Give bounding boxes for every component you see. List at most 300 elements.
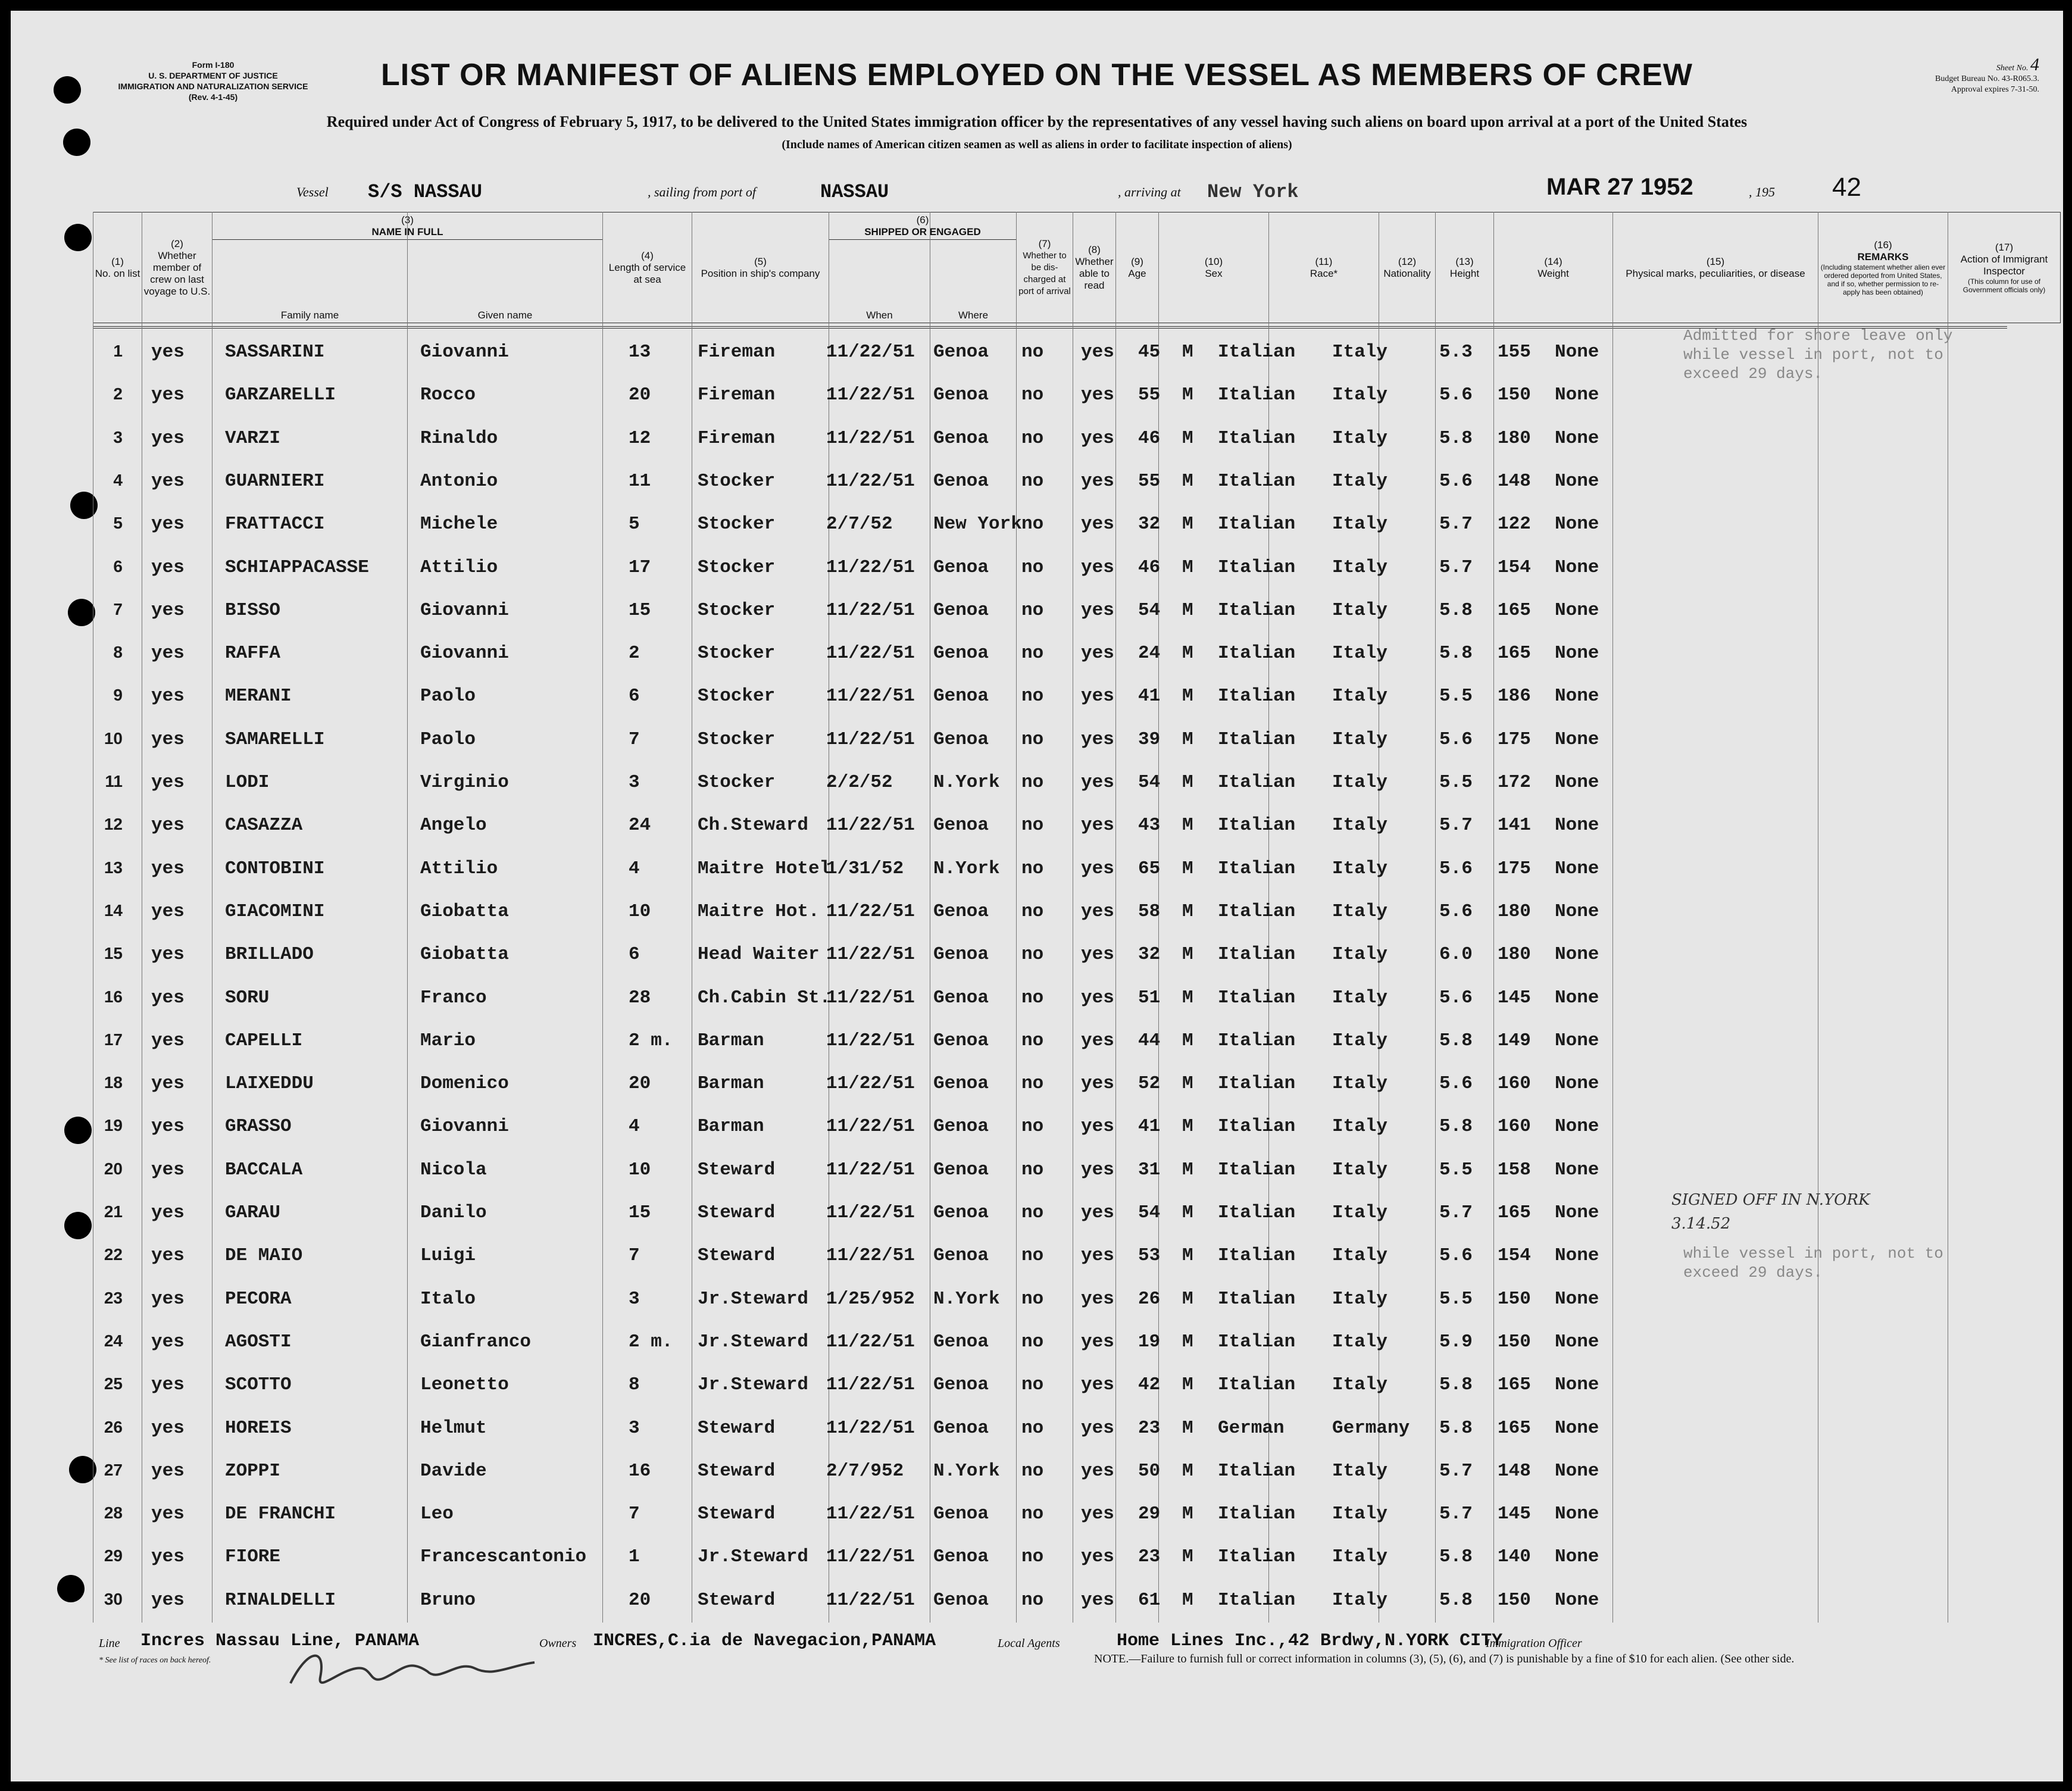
cell-shipped-where: Genoa xyxy=(933,1245,989,1267)
cell-physical-marks: None xyxy=(1555,729,1599,750)
cell-family-name: BRILLADO xyxy=(225,944,314,965)
cell-service-length: 2 m. xyxy=(629,1030,673,1051)
cell-height: 5.5 xyxy=(1439,1288,1473,1309)
cell-shipped-when: 11/22/51 xyxy=(826,342,915,362)
cell-family-name: DE MAIO xyxy=(225,1245,303,1267)
cell-crew-last-voyage: yes xyxy=(151,1589,185,1611)
crew-list xyxy=(93,331,2007,1623)
cell-nationality: Italy xyxy=(1332,1504,1388,1525)
table-row xyxy=(93,933,2007,976)
cell-height: 5.6 xyxy=(1439,987,1473,1008)
cell-age: 29 xyxy=(1138,1504,1161,1525)
col-header-action: (17) Action of Immigrant Inspector (This column for use of Government officials only) xyxy=(1948,212,2061,323)
cell-able-to-read: yes xyxy=(1081,1245,1114,1267)
cell-discharged: no xyxy=(1021,729,1044,750)
cell-shipped-where: Genoa xyxy=(933,1546,989,1568)
cell-physical-marks: None xyxy=(1555,772,1599,793)
cell-shipped-when: 11/22/51 xyxy=(826,1331,915,1352)
cell-able-to-read: yes xyxy=(1081,1589,1114,1611)
cell-height: 5.6 xyxy=(1439,858,1473,879)
agents-value: Home Lines Inc.,42 Brdwy,N.YORK CITY xyxy=(1117,1631,1503,1651)
cell-position: Stocker xyxy=(698,557,776,578)
cell-physical-marks: None xyxy=(1555,1504,1599,1525)
cell-discharged: no xyxy=(1021,1417,1044,1439)
cell-crew-last-voyage: yes xyxy=(151,772,185,793)
cell-row-number: 3 xyxy=(113,427,123,446)
line-label: Line xyxy=(99,1637,120,1650)
cell-position: Jr.Steward xyxy=(698,1546,809,1568)
cell-shipped-when: 1/31/52 xyxy=(826,858,904,879)
col-header-marks: (15) Physical marks, peculiarities, or disease xyxy=(1613,212,1818,323)
cell-discharged: no xyxy=(1021,815,1044,836)
cell-family-name: FIORE xyxy=(225,1546,281,1568)
cell-discharged: no xyxy=(1021,1331,1044,1352)
cell-race: Italian xyxy=(1218,1030,1296,1051)
cell-shipped-when: 2/7/952 xyxy=(826,1460,904,1481)
cell-shipped-when: 11/22/51 xyxy=(826,1504,915,1525)
cell-position: Stocker xyxy=(698,772,776,793)
cell-age: 41 xyxy=(1138,686,1161,707)
col-header-discharged: (7) Whether to be dis-charged at port of arrival xyxy=(1017,212,1073,323)
table-row xyxy=(93,1020,2007,1062)
binder-hole xyxy=(64,224,92,251)
cell-position: Stocker xyxy=(698,470,776,492)
cell-physical-marks: None xyxy=(1555,1460,1599,1481)
cell-given-name: Nicola xyxy=(420,1159,487,1180)
cell-crew-last-voyage: yes xyxy=(151,427,185,449)
cell-service-length: 2 m. xyxy=(629,1331,673,1352)
cell-able-to-read: yes xyxy=(1081,1030,1114,1051)
cell-crew-last-voyage: yes xyxy=(151,1331,185,1352)
cell-family-name: FRATTACCI xyxy=(225,514,325,535)
cell-able-to-read: yes xyxy=(1081,944,1114,965)
cell-sex: M xyxy=(1182,1546,1193,1568)
cell-given-name: Bruno xyxy=(420,1589,476,1611)
cell-position: Stocker xyxy=(698,729,776,750)
sailing-port: NASSAU xyxy=(820,181,889,203)
cell-position: Maitre Hot. xyxy=(698,901,820,922)
cell-given-name: Rinaldo xyxy=(420,427,498,449)
cell-crew-last-voyage: yes xyxy=(151,1116,185,1137)
cell-family-name: GRASSO xyxy=(225,1116,292,1137)
cell-shipped-when: 11/22/51 xyxy=(826,1245,915,1267)
cell-discharged: no xyxy=(1021,1030,1044,1051)
cell-sex: M xyxy=(1182,1504,1193,1525)
cell-service-length: 24 xyxy=(629,815,651,836)
cell-discharged: no xyxy=(1021,944,1044,965)
cell-age: 54 xyxy=(1138,1202,1161,1223)
cell-shipped-where: Genoa xyxy=(933,342,989,362)
cell-physical-marks: None xyxy=(1555,1202,1599,1223)
cell-able-to-read: yes xyxy=(1081,1546,1114,1568)
cell-able-to-read: yes xyxy=(1081,772,1114,793)
cell-race: Italian xyxy=(1218,557,1296,578)
cell-height: 5.8 xyxy=(1439,599,1473,621)
cell-family-name: SCHIAPPACASSE xyxy=(225,557,369,578)
cell-age: 58 xyxy=(1138,901,1161,922)
cell-position: Fireman xyxy=(698,342,776,362)
cell-shipped-where: Genoa xyxy=(933,729,989,750)
cell-race: Italian xyxy=(1218,1245,1296,1267)
cell-service-length: 1 xyxy=(629,1546,640,1568)
cell-family-name: RAFFA xyxy=(225,643,281,664)
sheet-number: 4 xyxy=(2030,55,2039,74)
cell-able-to-read: yes xyxy=(1081,1374,1114,1396)
cell-position: Fireman xyxy=(698,385,776,406)
cell-able-to-read: yes xyxy=(1081,342,1114,362)
cell-crew-last-voyage: yes xyxy=(151,1202,185,1223)
cell-position: Stocker xyxy=(698,514,776,535)
cell-race: Italian xyxy=(1218,901,1296,922)
manifest-number: 42 xyxy=(1832,173,1861,202)
cell-service-length: 4 xyxy=(629,858,640,879)
cell-sex: M xyxy=(1182,1374,1193,1396)
cell-race: Italian xyxy=(1218,1288,1296,1309)
cell-shipped-when: 11/22/51 xyxy=(826,599,915,621)
cell-shipped-when: 11/22/51 xyxy=(826,1202,915,1223)
cell-able-to-read: yes xyxy=(1081,1202,1114,1223)
cell-row-number: 2 xyxy=(113,385,123,404)
cell-crew-last-voyage: yes xyxy=(151,1460,185,1481)
table-row xyxy=(93,1579,2007,1622)
cell-shipped-when: 11/22/51 xyxy=(826,944,915,965)
col-header-shipped: (6) SHIPPED OR ENGAGED xyxy=(829,212,1017,240)
cell-height: 5.8 xyxy=(1439,1030,1473,1051)
table-row xyxy=(93,804,2007,847)
table-row xyxy=(93,675,2007,718)
cell-shipped-where: N.York xyxy=(933,772,1000,793)
cell-nationality: Italy xyxy=(1332,1116,1388,1137)
cell-given-name: Davide xyxy=(420,1460,487,1481)
cell-family-name: SCOTTO xyxy=(225,1374,292,1396)
cell-shipped-where: Genoa xyxy=(933,385,989,406)
cell-able-to-read: yes xyxy=(1081,385,1114,406)
cell-weight: 160 xyxy=(1498,1116,1531,1137)
subtitle-note: (Include names of American citizen seamen as well as aliens in order to facilitate inspection of aliens) xyxy=(782,138,1292,151)
cell-crew-last-voyage: yes xyxy=(151,1159,185,1180)
cell-crew-last-voyage: yes xyxy=(151,1504,185,1525)
cell-nationality: Italy xyxy=(1332,1589,1388,1611)
cell-position: Jr.Steward xyxy=(698,1374,809,1396)
cell-age: 65 xyxy=(1138,858,1161,879)
cell-given-name: Giobatta xyxy=(420,944,509,965)
cell-crew-last-voyage: yes xyxy=(151,686,185,707)
cell-nationality: Italy xyxy=(1332,1245,1388,1267)
cell-row-number: 24 xyxy=(104,1331,123,1350)
cell-nationality: Italy xyxy=(1332,385,1388,406)
table-row xyxy=(93,1278,2007,1321)
cell-family-name: AGOSTI xyxy=(225,1331,292,1352)
cell-sex: M xyxy=(1182,729,1193,750)
cell-family-name: SAMARELLI xyxy=(225,729,325,750)
cell-nationality: Italy xyxy=(1332,815,1388,836)
cell-sex: M xyxy=(1182,1245,1193,1267)
cell-nationality: Italy xyxy=(1332,643,1388,664)
cell-shipped-where: Genoa xyxy=(933,427,989,449)
manifest-page xyxy=(11,11,2063,1781)
cell-able-to-read: yes xyxy=(1081,557,1114,578)
cell-physical-marks: None xyxy=(1555,1589,1599,1611)
remark-signed-off: SIGNED OFF IN N.YORK 3.14.52 xyxy=(1671,1191,1870,1233)
cell-shipped-when: 11/22/51 xyxy=(826,1116,915,1137)
table-row xyxy=(93,718,2007,761)
cell-given-name: Gianfranco xyxy=(420,1331,532,1352)
cell-position: Jr.Steward xyxy=(698,1288,809,1309)
cell-crew-last-voyage: yes xyxy=(151,1073,185,1095)
cell-discharged: no xyxy=(1021,686,1044,707)
cell-weight: 180 xyxy=(1498,427,1531,449)
cell-physical-marks: None xyxy=(1555,858,1599,879)
cell-shipped-when: 11/22/51 xyxy=(826,470,915,492)
cell-family-name: GARZARELLI xyxy=(225,385,336,406)
cell-sex: M xyxy=(1182,385,1193,406)
cell-service-length: 28 xyxy=(629,987,651,1008)
table-row xyxy=(93,1364,2007,1406)
cell-shipped-where: Genoa xyxy=(933,1417,989,1439)
table-row xyxy=(93,977,2007,1020)
cell-age: 54 xyxy=(1138,599,1161,621)
cell-row-number: 17 xyxy=(104,1030,123,1049)
cell-race: Italian xyxy=(1218,1073,1296,1095)
cell-row-number: 29 xyxy=(104,1546,123,1565)
cell-shipped-where: Genoa xyxy=(933,1202,989,1223)
cell-discharged: no xyxy=(1021,643,1044,664)
cell-discharged: no xyxy=(1021,858,1044,879)
col-header-read: (8) Whether able to read xyxy=(1073,212,1116,323)
cell-row-number: 1 xyxy=(113,342,123,360)
cell-given-name: Leo xyxy=(420,1504,454,1525)
cell-shipped-where: Genoa xyxy=(933,1159,989,1180)
cell-position: Fireman xyxy=(698,427,776,449)
cell-age: 32 xyxy=(1138,514,1161,535)
cell-shipped-where: Genoa xyxy=(933,557,989,578)
cell-sex: M xyxy=(1182,1589,1193,1611)
cell-height: 5.7 xyxy=(1439,557,1473,578)
col-header-age: (9) Age xyxy=(1116,212,1159,323)
cell-able-to-read: yes xyxy=(1081,1460,1114,1481)
cell-discharged: no xyxy=(1021,1460,1044,1481)
cell-sex: M xyxy=(1182,1202,1193,1223)
cell-family-name: SASSARINI xyxy=(225,342,325,362)
cell-shipped-where: Genoa xyxy=(933,470,989,492)
year-label: , 195 xyxy=(1749,185,1775,199)
cell-sex: M xyxy=(1182,944,1193,965)
cell-physical-marks: None xyxy=(1555,901,1599,922)
cell-given-name: Luigi xyxy=(420,1245,476,1267)
cell-height: 5.3 xyxy=(1439,342,1473,362)
cell-nationality: Italy xyxy=(1332,858,1388,879)
cell-sex: M xyxy=(1182,1073,1193,1095)
cell-physical-marks: None xyxy=(1555,1417,1599,1439)
cell-race: Italian xyxy=(1218,858,1296,879)
cell-service-length: 6 xyxy=(629,686,640,707)
cell-nationality: Italy xyxy=(1332,470,1388,492)
cell-weight: 154 xyxy=(1498,557,1531,578)
cell-given-name: Danilo xyxy=(420,1202,487,1223)
cell-sex: M xyxy=(1182,1030,1193,1051)
cell-physical-marks: None xyxy=(1555,470,1599,492)
cell-race: Italian xyxy=(1218,1159,1296,1180)
cell-crew-last-voyage: yes xyxy=(151,599,185,621)
cell-shipped-when: 11/22/51 xyxy=(826,815,915,836)
cell-height: 5.6 xyxy=(1439,1245,1473,1267)
cell-weight: 150 xyxy=(1498,385,1531,406)
agents-label: Local Agents xyxy=(998,1637,1060,1650)
cell-weight: 141 xyxy=(1498,815,1531,836)
cell-weight: 160 xyxy=(1498,1073,1531,1095)
cell-discharged: no xyxy=(1021,1374,1044,1396)
cell-nationality: Italy xyxy=(1332,557,1388,578)
cell-age: 24 xyxy=(1138,643,1161,664)
cell-crew-last-voyage: yes xyxy=(151,1245,185,1267)
cell-able-to-read: yes xyxy=(1081,643,1114,664)
table-row xyxy=(93,761,2007,804)
cell-physical-marks: None xyxy=(1555,1159,1599,1180)
cell-age: 32 xyxy=(1138,944,1161,965)
table-row xyxy=(93,632,2007,675)
cell-race: Italian xyxy=(1218,1546,1296,1568)
cell-discharged: no xyxy=(1021,342,1044,362)
cell-sex: M xyxy=(1182,772,1193,793)
cell-nationality: Italy xyxy=(1332,342,1388,362)
cell-service-length: 15 xyxy=(629,1202,651,1223)
cell-race: Italian xyxy=(1218,1202,1296,1223)
cell-physical-marks: None xyxy=(1555,599,1599,621)
cell-physical-marks: None xyxy=(1555,686,1599,707)
cell-shipped-when: 11/22/51 xyxy=(826,901,915,922)
cell-weight: 149 xyxy=(1498,1030,1531,1051)
cell-position: Steward xyxy=(698,1202,776,1223)
cell-position: Barman xyxy=(698,1116,764,1137)
cell-able-to-read: yes xyxy=(1081,1073,1114,1095)
cell-height: 5.5 xyxy=(1439,686,1473,707)
cell-weight: 165 xyxy=(1498,1417,1531,1439)
cell-crew-last-voyage: yes xyxy=(151,342,185,362)
cell-shipped-where: N.York xyxy=(933,1288,1000,1309)
subtitle: Required under Act of Congress of February 5, 1917, to be delivered to the United States immigration officer by the representatives of any vessel having such aliens on board upon arrival at a port of the United States xyxy=(326,113,1748,130)
cell-shipped-where: New York xyxy=(933,514,1022,535)
cell-nationality: Italy xyxy=(1332,1159,1388,1180)
cell-shipped-where: Genoa xyxy=(933,1589,989,1611)
cell-race: Italian xyxy=(1218,342,1296,362)
cell-nationality: Italy xyxy=(1332,772,1388,793)
cell-crew-last-voyage: yes xyxy=(151,643,185,664)
cell-sex: M xyxy=(1182,1331,1193,1352)
cell-sex: M xyxy=(1182,514,1193,535)
table-row xyxy=(93,1105,2007,1148)
cell-discharged: no xyxy=(1021,1073,1044,1095)
cell-family-name: MERANI xyxy=(225,686,292,707)
table-row xyxy=(93,503,2007,546)
arriving-port: New York xyxy=(1207,181,1299,203)
cell-discharged: no xyxy=(1021,1116,1044,1137)
cell-row-number: 13 xyxy=(104,858,123,877)
cell-nationality: Italy xyxy=(1332,599,1388,621)
cell-sex: M xyxy=(1182,858,1193,879)
col-header-name: (3) NAME IN FULL xyxy=(212,212,603,240)
cell-nationality: Italy xyxy=(1332,1288,1388,1309)
cell-row-number: 19 xyxy=(104,1116,123,1135)
cell-crew-last-voyage: yes xyxy=(151,1374,185,1396)
cell-age: 42 xyxy=(1138,1374,1161,1396)
cell-age: 46 xyxy=(1138,427,1161,449)
cell-race: Italian xyxy=(1218,944,1296,965)
cell-weight: 180 xyxy=(1498,944,1531,965)
cell-shipped-where: N.York xyxy=(933,858,1000,879)
cell-service-length: 7 xyxy=(629,1504,640,1525)
cell-height: 5.6 xyxy=(1439,385,1473,406)
cell-weight: 165 xyxy=(1498,599,1531,621)
cell-age: 61 xyxy=(1138,1589,1161,1611)
table-row xyxy=(93,1450,2007,1493)
cell-sex: M xyxy=(1182,901,1193,922)
cell-position: Maitre Hotel xyxy=(698,858,831,879)
cell-service-length: 17 xyxy=(629,557,651,578)
cell-discharged: no xyxy=(1021,1546,1044,1568)
cell-given-name: Rocco xyxy=(420,385,476,406)
cell-shipped-when: 11/22/51 xyxy=(826,385,915,406)
cell-nationality: Italy xyxy=(1332,944,1388,965)
vessel-line xyxy=(11,173,2063,208)
cell-nationality: Italy xyxy=(1332,1202,1388,1223)
cell-shipped-where: Genoa xyxy=(933,1374,989,1396)
cell-physical-marks: None xyxy=(1555,1073,1599,1095)
cell-race: Italian xyxy=(1218,470,1296,492)
cell-shipped-where: Genoa xyxy=(933,686,989,707)
cell-weight: 165 xyxy=(1498,643,1531,664)
cell-sex: M xyxy=(1182,599,1193,621)
cell-physical-marks: None xyxy=(1555,1374,1599,1396)
cell-nationality: Italy xyxy=(1332,1030,1388,1051)
cell-given-name: Angelo xyxy=(420,815,487,836)
cell-shipped-where: Genoa xyxy=(933,1504,989,1525)
cell-able-to-read: yes xyxy=(1081,1417,1114,1439)
col-header-nationality: (12) Nationality xyxy=(1379,212,1436,323)
cell-able-to-read: yes xyxy=(1081,599,1114,621)
col-header-where: Where xyxy=(930,240,1017,323)
cell-row-number: 18 xyxy=(104,1073,123,1092)
col-header-given: Given name xyxy=(408,240,603,323)
cell-height: 5.6 xyxy=(1439,901,1473,922)
cell-weight: 165 xyxy=(1498,1202,1531,1223)
cell-physical-marks: None xyxy=(1555,342,1599,362)
table-row xyxy=(93,1062,2007,1105)
cell-row-number: 12 xyxy=(104,815,123,834)
cell-crew-last-voyage: yes xyxy=(151,514,185,535)
cell-race: German xyxy=(1218,1417,1285,1439)
cell-discharged: no xyxy=(1021,901,1044,922)
cell-nationality: Italy xyxy=(1332,1073,1388,1095)
cell-discharged: no xyxy=(1021,514,1044,535)
cell-physical-marks: None xyxy=(1555,1331,1599,1352)
cell-crew-last-voyage: yes xyxy=(151,729,185,750)
cell-age: 46 xyxy=(1138,557,1161,578)
cell-position: Steward xyxy=(698,1245,776,1267)
cell-service-length: 20 xyxy=(629,1589,651,1611)
table-row xyxy=(93,1321,2007,1364)
cell-shipped-when: 11/22/51 xyxy=(826,643,915,664)
approval-expires: Approval expires 7-31-50. xyxy=(1951,85,2039,94)
races-footnote: * See list of races on back hereof. xyxy=(99,1656,211,1665)
cell-race: Italian xyxy=(1218,1504,1296,1525)
cell-shipped-when: 11/22/51 xyxy=(826,557,915,578)
cell-sex: M xyxy=(1182,1159,1193,1180)
cell-able-to-read: yes xyxy=(1081,901,1114,922)
table-row xyxy=(93,1493,2007,1536)
cell-nationality: Germany xyxy=(1332,1417,1410,1439)
cell-given-name: Helmut xyxy=(420,1417,487,1439)
cell-service-length: 20 xyxy=(629,1073,651,1095)
